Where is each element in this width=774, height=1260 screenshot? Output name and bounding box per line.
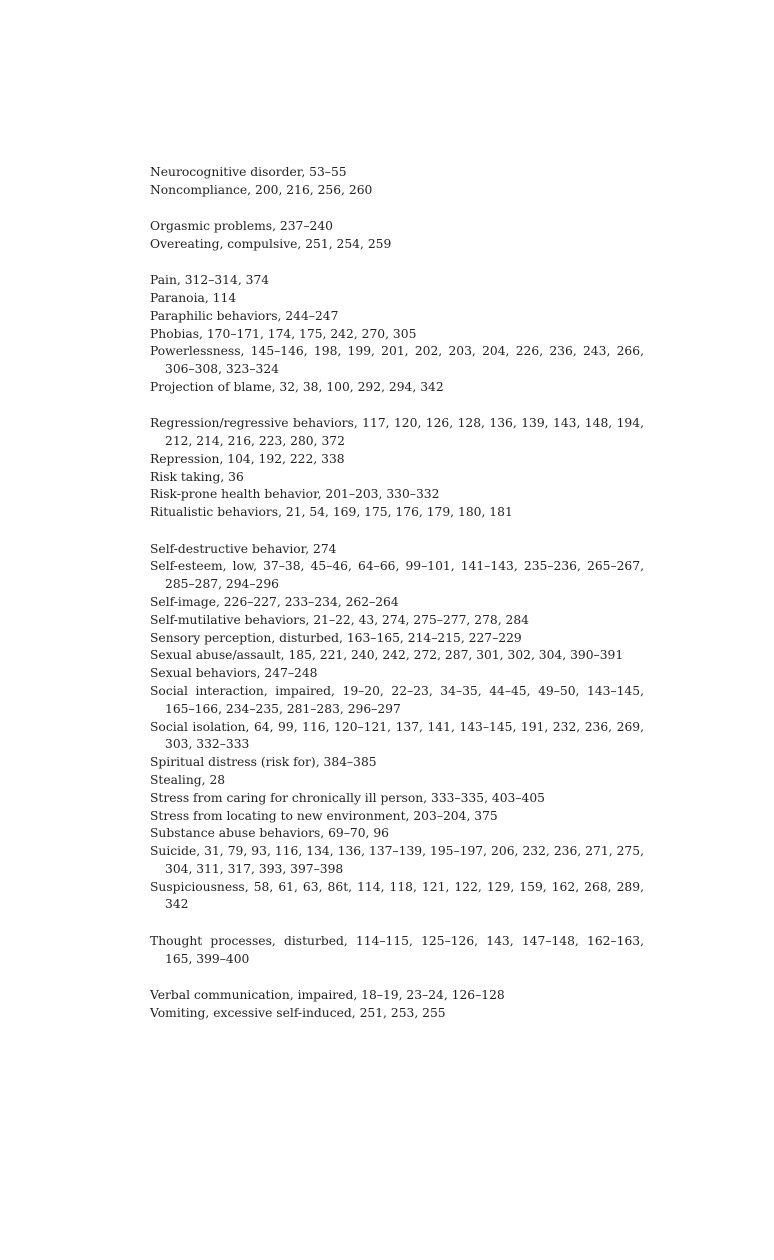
index-entry: Regression/regressive behaviors, 117, 120, 126, 128, 136, 139, 143, 148, 194, 212, 214, 216, 223, 280, 372 bbox=[150, 416, 644, 449]
index-group-v bbox=[150, 987, 644, 1023]
index-entry: Social isolation, 64, 99, 116, 120–121, 137, 141, 143–145, 191, 232, 236, 269, 303, 332–333 bbox=[150, 719, 644, 752]
index-entry: Social interaction, impaired, 19–20, 22–23, 34–35, 44–45, 49–50, 143–145, 165–166, 234–235, 281–283, 296–297 bbox=[150, 683, 644, 716]
index-entry: Sensory perception, disturbed, 163–165, 214–215, 227–229 bbox=[150, 630, 522, 645]
index-entry: Ritualistic behaviors, 21, 54, 169, 175, 176, 179, 180, 181 bbox=[150, 505, 513, 520]
index-entry: Risk-prone health behavior, 201–203, 330–332 bbox=[150, 487, 440, 502]
index-group-s bbox=[150, 541, 644, 915]
index-entry: Suspiciousness, 58, 61, 63, 86t, 114, 118, 121, 122, 129, 159, 162, 268, 289, 342 bbox=[150, 879, 644, 912]
index-entry: Sexual behaviors, 247–248 bbox=[150, 666, 318, 681]
index-group-t bbox=[150, 933, 644, 969]
index-entry: Substance abuse behaviors, 69–70, 96 bbox=[150, 826, 390, 841]
index-entry: Self-esteem, low, 37–38, 45–46, 64–66, 99–101, 141–143, 235–236, 265–267, 285–287, 294–296 bbox=[150, 559, 644, 592]
index-entry: Phobias, 170–171, 174, 175, 242, 270, 305 bbox=[150, 326, 417, 341]
index-group-o bbox=[150, 218, 644, 254]
index-entry: Self-destructive behavior, 274 bbox=[150, 541, 337, 556]
index-entry: Paranoia, 114 bbox=[150, 290, 237, 305]
index-group-p bbox=[150, 272, 644, 397]
index-entry: Orgasmic problems, 237–240 bbox=[150, 219, 333, 234]
index-entry: Stress from caring for chronically ill person, 333–335, 403–405 bbox=[150, 790, 545, 805]
index-group-n bbox=[150, 164, 644, 200]
index-entry: Thought processes, disturbed, 114–115, 125–126, 143, 147–148, 162–163, 165, 399–400 bbox=[150, 933, 644, 966]
index-entry: Verbal communication, impaired, 18–19, 23–24, 126–128 bbox=[150, 987, 505, 1002]
index-entry: Repression, 104, 192, 222, 338 bbox=[150, 451, 345, 466]
index-list bbox=[150, 164, 644, 1041]
index-entry: Suicide, 31, 79, 93, 116, 134, 136, 137–139, 195–197, 206, 232, 236, 271, 275, 304, 311, 317, 393, 397–398 bbox=[150, 844, 644, 876]
index-entry: Vomiting, excessive self-induced, 251, 253, 255 bbox=[150, 1005, 446, 1020]
index-group-r bbox=[150, 415, 644, 522]
index-entry: Paraphilic behaviors, 244–247 bbox=[150, 308, 339, 323]
index-entry: Overeating, compulsive, 251, 254, 259 bbox=[150, 236, 392, 251]
index-entry: Powerlessness, 145–146, 198, 199, 201, 202, 203, 204, 226, 236, 243, 266, 306–308, 323–324 bbox=[150, 344, 644, 377]
index-entry: Stress from locating to new environment, 203–204, 375 bbox=[150, 808, 498, 823]
index-entry: Projection of blame, 32, 38, 100, 292, 294, 342 bbox=[150, 379, 444, 394]
index-entry: Self-image, 226–227, 233–234, 262–264 bbox=[150, 594, 399, 609]
index-entry: Stealing, 28 bbox=[150, 772, 226, 787]
index-entry: Pain, 312–314, 374 bbox=[150, 273, 270, 288]
index-entry: Self-mutilative behaviors, 21–22, 43, 274, 275–277, 278, 284 bbox=[150, 612, 529, 627]
index-entry: Sexual abuse/assault, 185, 221, 240, 242, 272, 287, 301, 302, 304, 390–391 bbox=[150, 648, 624, 663]
index-entry: Risk taking, 36 bbox=[150, 469, 244, 484]
index-entry: Noncompliance, 200, 216, 256, 260 bbox=[150, 182, 373, 197]
index-entry: Neurocognitive disorder, 53–55 bbox=[150, 165, 347, 179]
index-entry: Spiritual distress (risk for), 384–385 bbox=[150, 755, 377, 770]
